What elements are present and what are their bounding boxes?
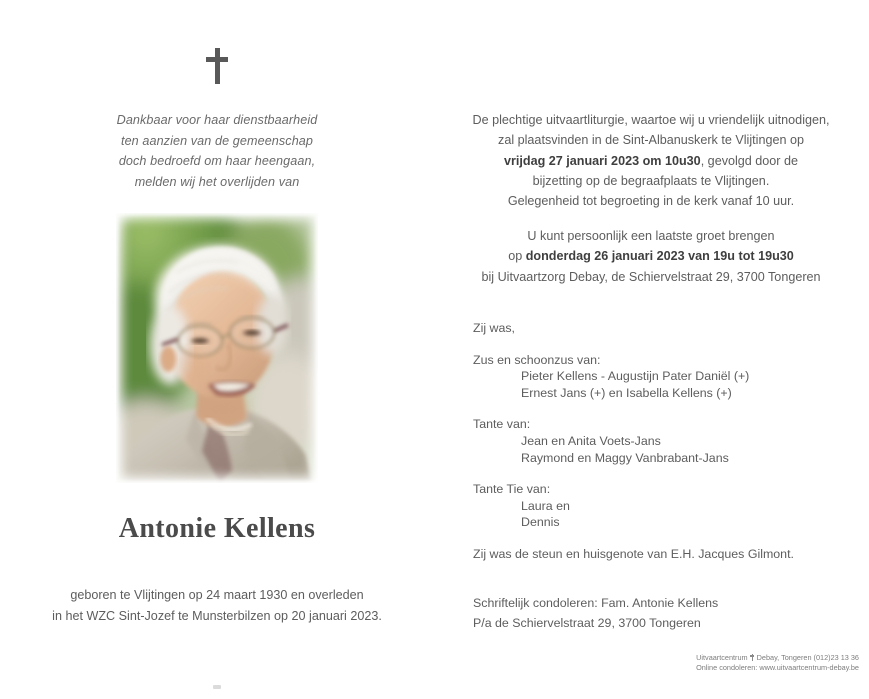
life-line-2: in het WZC Sint-Jozef te Munsterbilzen op 20 januari 2023. [52, 609, 382, 623]
family-note: Zij was de steun en huisgenote van E.H. Jacques Gilmont. [473, 546, 794, 561]
life-dates [0, 585, 434, 627]
portrait-photo-inner [116, 213, 318, 483]
service-datetime: vrijdag 27 januari 2023 om 10u30 [503, 153, 701, 168]
family-member: Jean en Anita Voets-Jans [521, 433, 661, 448]
service-line-4: bijzetting op de begraafplaats te Vlijtingen. [532, 173, 770, 188]
verse-line-4: melden wij het overlijden van [134, 174, 300, 189]
service-line-1: De plechtige uitvaartliturgie, waartoe wij u vriendelijk uitnodigen, [472, 113, 830, 127]
life-line-1: geboren te Vlijtingen op 24 maart 1930 en overleden [70, 588, 364, 602]
memorial-verse [0, 110, 434, 192]
cross-icon-container [0, 48, 434, 89]
service-line-5: Gelegenheid tot begroeting in de kerk vanaf 10 uur. [507, 194, 795, 209]
small-cross-icon [750, 654, 755, 661]
visitation-line-2 [446, 246, 856, 266]
family-group [473, 481, 863, 531]
footer-contact: Debay, Tongeren (012)23 13 36 [756, 653, 859, 662]
cross-vertical-bar [215, 48, 220, 84]
verse-line-1: Dankbaar voor haar dienstbaarheid [116, 113, 318, 127]
family-group [473, 352, 863, 402]
family-member: Dennis [521, 515, 560, 530]
family-intro: Zij was, [473, 321, 515, 335]
service-line-3-rest: , gevolgd door de [700, 153, 799, 168]
page-title: Antonie Kellens [118, 513, 316, 544]
funeral-home-footer [696, 653, 859, 672]
service-line-3 [446, 151, 856, 171]
family-role: Tante Tie van: [473, 482, 551, 497]
family-member: Raymond en Maggy Vanbrabant-Jans [521, 450, 729, 465]
visitation-datetime: donderdag 26 januari 2023 van 19u tot 19u30 [525, 249, 794, 264]
visitation-info [446, 226, 856, 287]
page-fold-mark [213, 685, 221, 689]
condolence-line-1: Schriftelijk condoleren: Fam. Antonie Kellens [473, 596, 719, 610]
right-column [434, 0, 869, 699]
visitation-prefix: op [508, 249, 526, 264]
footer-line-2: Online condoleren: www.uitvaartcentrum-debay.be [696, 662, 859, 672]
portrait-photo [116, 213, 318, 483]
footer-company-name: Uitvaartcentrum [696, 653, 748, 662]
left-column [0, 0, 434, 699]
family-listing [473, 320, 863, 563]
family-member: Pieter Kellens - Augustijn Pater Daniël (+) [521, 369, 750, 384]
condolence-info [473, 593, 863, 633]
family-member: Laura en [521, 498, 570, 513]
cross-horizontal-bar [206, 57, 228, 62]
family-role: Zus en schoonzus van: [473, 352, 601, 367]
visitation-line-1: U kunt persoonlijk een laatste groet brengen [527, 229, 775, 243]
family-role: Tante van: [473, 417, 531, 432]
verse-line-3: doch bedroefd om haar heengaan, [118, 154, 316, 168]
funeral-service-info [446, 110, 856, 211]
portrait-photo-image [116, 213, 318, 483]
condolence-line-2: P/a de Schiervelstraat 29, 3700 Tongeren [473, 616, 701, 630]
family-member: Ernest Jans (+) en Isabella Kellens (+) [521, 385, 732, 400]
service-line-2: zal plaatsvinden in de Sint-Albanuskerk te Vlijtingen op [498, 133, 804, 148]
footer-line-1 [696, 653, 859, 663]
verse-line-2: ten aanzien van de gemeenschap [120, 133, 314, 148]
family-group [473, 416, 863, 466]
latin-cross-icon [204, 48, 230, 84]
visitation-location: bij Uitvaartzorg Debay, de Schiervelstraat 29, 3700 Tongeren [481, 269, 821, 284]
